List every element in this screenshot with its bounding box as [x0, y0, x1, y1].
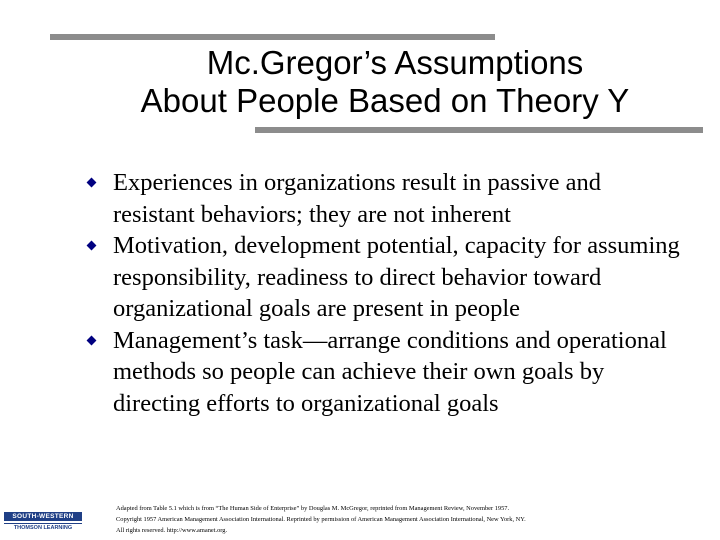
- source-footnote: [116, 503, 716, 536]
- title-rule-top: [50, 34, 495, 40]
- bullet-text: Motivation, development potential, capacity for assuming responsibility, readiness to direct behavior toward organizational goals are present in people: [113, 232, 680, 322]
- publisher-logo: [4, 512, 82, 534]
- title-rule-bottom: [255, 127, 703, 133]
- title-line-2: About People Based on Theory Y: [140, 82, 630, 119]
- bullet-item: [88, 230, 688, 325]
- bullet-text: Management’s task—arrange conditions and operational methods so people can achieve their own goals by directing efforts to organizational goals: [113, 326, 667, 417]
- bullet-text: Experiences in organizations result in passive and resistant behaviors; they are not inherent: [113, 169, 602, 228]
- bullet-item: [88, 325, 688, 420]
- bullet-list: [88, 167, 688, 419]
- slide-title: [60, 44, 710, 120]
- footnote-line-2: Copyright 1957 American Management Association International. Reprinted by permission of American Management Association International, New York, NY.: [116, 516, 526, 523]
- diamond-bullet-icon: [87, 335, 97, 345]
- logo-top-text: SOUTH-WESTERN: [4, 512, 82, 521]
- footnote-line-1: Adapted from Table 5.1 which is from “The Human Side of Enterprise” by Douglas M. McGregor, reprinted from Management Review, November 1957.: [116, 505, 510, 512]
- title-line-1: Mc.Gregor’s Assumptions: [206, 44, 584, 81]
- bullet-item: [88, 167, 688, 230]
- diamond-bullet-icon: [87, 241, 97, 251]
- diamond-bullet-icon: [87, 178, 97, 188]
- logo-bottom-text: THOMSON LEARNING: [4, 523, 82, 532]
- footnote-line-3: All rights reserved. http://www.amanet.org.: [116, 527, 228, 534]
